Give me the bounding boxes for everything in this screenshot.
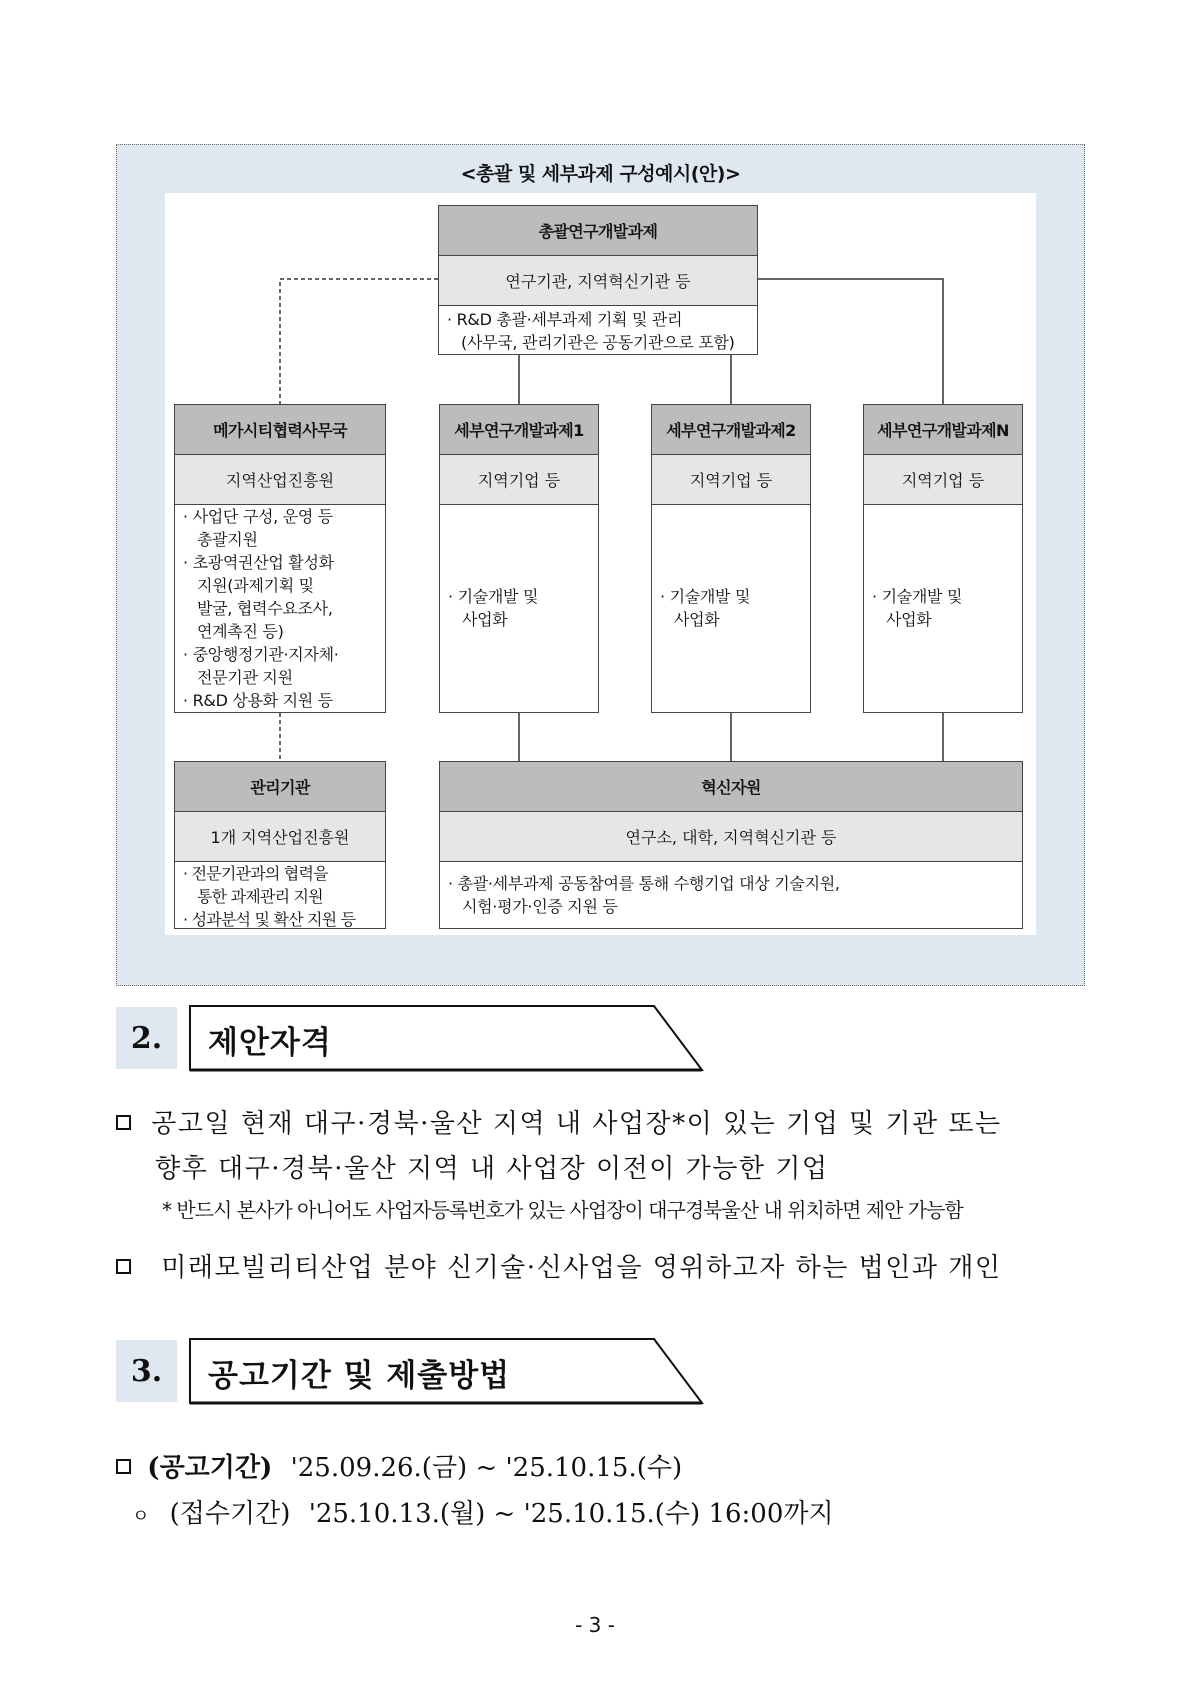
detail-project-2-org: 지역기업 등 — [652, 455, 810, 505]
main-project-desc: · R&D 총괄·세부과제 기획 및 관리 (사무국, 관리기관은 공동기관으로 포함) — [447, 310, 735, 352]
eligibility-note: * 반드시 본사가 아니어도 사업자등록번호가 있는 사업장이 대구경북울산 내 위치하면 제안 가능함 — [162, 1198, 963, 1222]
detail-project-2-title: 세부연구개발과제2 — [652, 405, 810, 455]
management-agency-title: 관리기관 — [175, 762, 385, 812]
checkbox-bullet-icon — [116, 1115, 131, 1130]
section-2-title: 제안자격 — [208, 1025, 332, 1061]
receipt-period: ㅇ (접수기간) '25.10.13.(월) ~ '25.10.15.(수) 16:00까지 — [132, 1499, 834, 1529]
innovation-resources-box — [439, 761, 1023, 929]
eligibility-item-1: 공고일 현재 대구·경북·울산 지역 내 사업장*이 있는 기업 및 기관 또는 — [116, 1103, 1002, 1140]
main-project-title: 총괄연구개발과제 — [439, 206, 757, 256]
detail-project-1-org: 지역기업 등 — [440, 455, 598, 505]
detail-project-2-box — [651, 404, 811, 713]
megacity-office-org: 지역산업진흥원 — [175, 455, 385, 505]
section-3-title: 공고기간 및 제출방법 — [208, 1358, 511, 1394]
innovation-resources-desc: · 총괄·세부과제 공동참여를 통해 수행기업 대상 기술지원, 시험·평가·인증 지원 등 — [448, 874, 840, 916]
checkbox-bullet-icon — [116, 1259, 131, 1274]
detail-project-1-box — [439, 404, 599, 713]
section-2-number: 2. — [116, 1007, 177, 1069]
megacity-office-box — [174, 404, 386, 713]
connector-main-detailN — [758, 279, 943, 404]
detail-project-n-org: 지역기업 등 — [864, 455, 1022, 505]
detail-project-1-desc: · 기술개발 및 사업화 — [448, 587, 539, 629]
dashed-connector-main-mega — [280, 279, 438, 404]
management-agency-org: 1개 지역산업진흥원 — [175, 812, 385, 862]
detail-project-n-desc: · 기술개발 및 사업화 — [872, 587, 963, 629]
eligibility-item-1-cont: 향후 대구·경북·울산 지역 내 사업장 이전이 가능한 기업 — [155, 1154, 829, 1184]
management-agency-box — [174, 761, 386, 929]
section-3-number: 3. — [116, 1340, 177, 1402]
eligibility-item-2: 미래모빌리티산업 분야 신기술·신사업을 영위하고자 하는 법인과 개인 — [116, 1247, 1001, 1284]
checkbox-bullet-icon — [116, 1459, 131, 1474]
announcement-period: (공고기간) '25.09.26.(금) ~ '25.10.15.(수) — [116, 1447, 682, 1484]
main-project-org: 연구기관, 지역혁신기관 등 — [439, 256, 757, 306]
innovation-resources-org: 연구소, 대학, 지역혁신기관 등 — [440, 812, 1022, 862]
innovation-resources-title: 혁신자원 — [440, 762, 1022, 812]
detail-project-n-box — [863, 404, 1023, 713]
diagram-caption: <총괄 및 세부과제 구성예시(안)> — [460, 163, 741, 185]
detail-project-1-title: 세부연구개발과제1 — [440, 405, 598, 455]
megacity-office-title: 메가시티협력사무국 — [175, 405, 385, 455]
detail-project-n-title: 세부연구개발과제N — [864, 405, 1022, 455]
page-number: - 3 - — [575, 1613, 615, 1637]
main-project-box — [438, 205, 758, 355]
management-agency-desc: · 전문기관과의 협력을 통한 과제관리 지원 · 성과분석 및 확산 지원 등 — [183, 864, 356, 929]
detail-project-2-desc: · 기술개발 및 사업화 — [660, 587, 751, 629]
megacity-office-desc: · 사업단 구성, 운영 등 총괄지원 · 초광역권산업 활성화 지원(과제기획 및 발굴, 협력수요조사, 연계촉진 등) · 중앙행정기관·지자체· 전문기관 지원 · R&D 상용화 지원 등 — [183, 507, 339, 710]
